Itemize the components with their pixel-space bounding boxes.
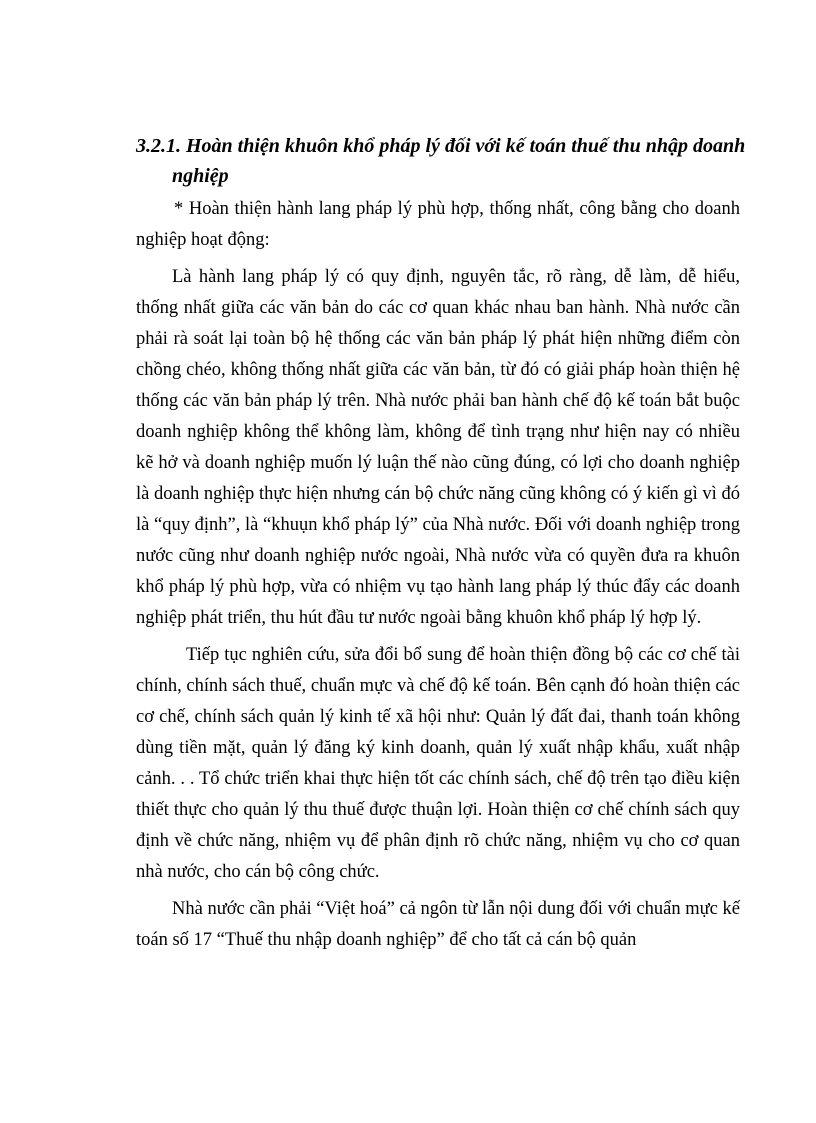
section-heading-line-1: 3.2.1. Hoàn thiện khuôn khổ pháp lý đối với kế toán thuế thu nhập doanh: [136, 135, 746, 157]
body-text: [136, 194, 740, 962]
paragraph-legal-corridor: Là hành lang pháp lý có quy định, nguyên tắc, rõ ràng, dễ làm, dễ hiểu, thống nhất giữa các văn bản do các cơ quan khác nhau ban hành. Nhà nước cần phải rà soát lại toàn bộ hệ thống các văn bản pháp lý phát hiện những điểm còn chồng chéo, không thống nhất giữa các văn bản, từ đó có giải pháp hoàn thiện hệ thống các văn bản pháp lý trên. Nhà nước phải ban hành chế độ kế toán bắt buộc doanh nghiệp không thể không làm, không để tình trạng như hiện nay có nhiều kẽ hở và doanh nghiệp muốn lý luận thế nào cũng đúng, có lợi cho doanh nghiệp là doanh nghiệp thực hiện nhưng cán bộ chức năng cũng không có ý kiến gì vì đó là “quy định”, là “khuụn khổ pháp lý” của Nhà nước. Đối với doanh nghiệp trong nước cũng như doanh nghiệp nước ngoài, Nhà nước vừa có quyền đưa ra khuôn khổ pháp lý phù hợp, vừa có nhiệm vụ tạo hành lang pháp lý thúc đẩy các doanh nghiệp phát triển, thu hút đầu tư nước ngoài bằng khuôn khổ pháp lý hợp lý.: [136, 267, 740, 628]
section-heading: [136, 131, 776, 191]
paragraph-legal-framework-intro: * Hoàn thiện hành lang pháp lý phù hợp, thống nhất, công bằng cho doanh nghiệp hoạt động:: [136, 199, 740, 250]
paragraph-vietnamize-standard: Nhà nước cần phải “Việt hoá” cả ngôn từ lẫn nội dung đối với chuẩn mực kế toán số 17 “Thuế thu nhập doanh nghiệp” để cho tất cả cán bộ quản: [136, 899, 740, 950]
paragraph-continue-research: Tiếp tục nghiên cứu, sửa đổi bổ sung để hoàn thiện đồng bộ các cơ chế tài chính, chính sách thuế, chuẩn mực và chế độ kế toán. Bên cạnh đó hoàn thiện các cơ chế, chính sách quản lý kinh tế xã hội như: Quản lý đất đai, thanh toán không dùng tiền mặt, quản lý đăng ký kinh doanh, quản lý xuất nhập khẩu, xuất nhập cảnh. . . Tổ chức triển khai thực hiện tốt các chính sách, chế độ trên tạo điều kiện thiết thực cho quản lý thu thuế được thuận lợi. Hoàn thiện cơ chế chính sách quy định về chức năng, nhiệm vụ để phân định rõ chức năng, nhiệm vụ cho cơ quan nhà nước, cho cán bộ công chức.: [136, 645, 740, 882]
section-heading-line-2: nghiệp: [172, 165, 229, 187]
